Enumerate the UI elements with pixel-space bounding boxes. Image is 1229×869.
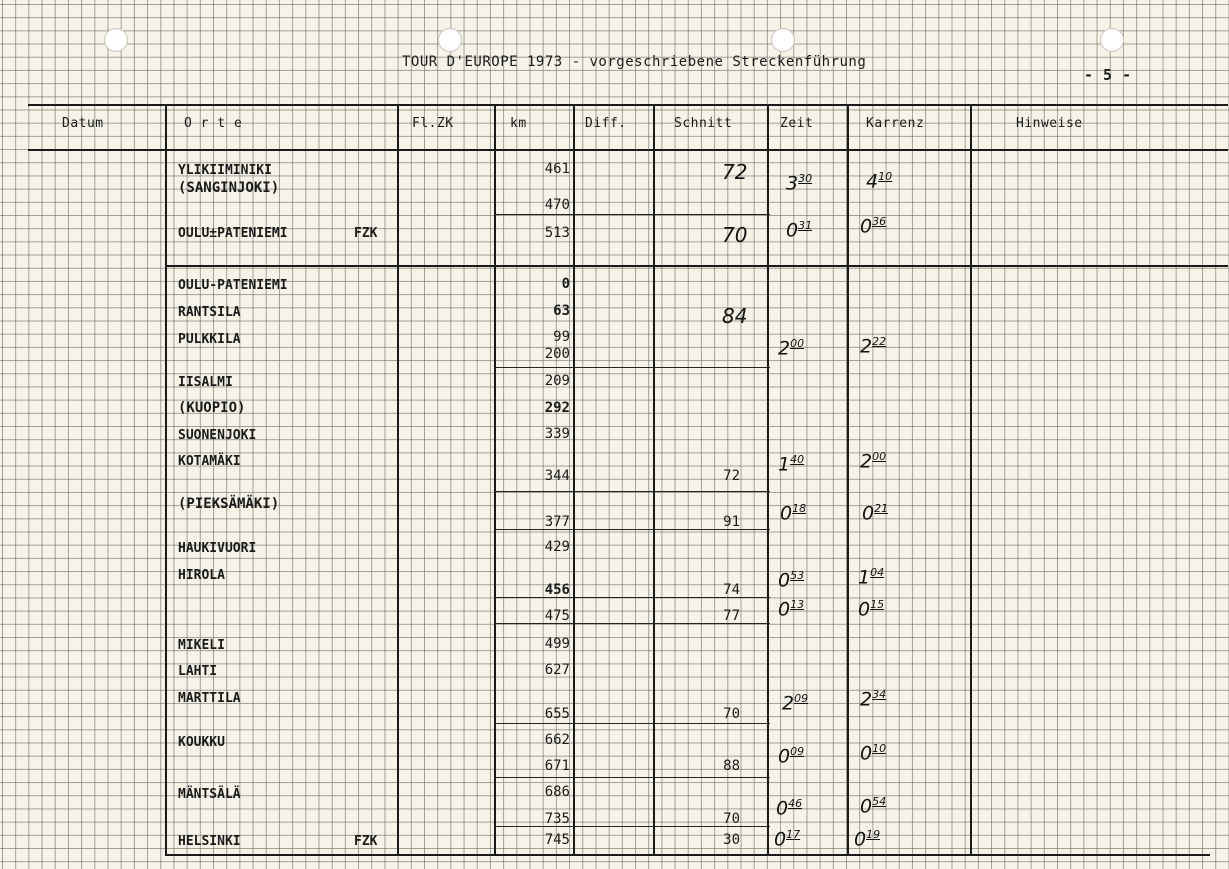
- km-value: 745: [544, 832, 570, 848]
- place-name: KOTAMÄKI: [178, 454, 241, 469]
- table-bottom-rule: [165, 854, 1210, 856]
- col-header-karrenz: Karrenz: [866, 116, 925, 131]
- schnitt-value: 88: [723, 758, 740, 774]
- punch-hole: [438, 28, 462, 52]
- km-value: 475: [544, 608, 570, 624]
- column-rule: [847, 104, 849, 856]
- km-value: 344: [544, 468, 570, 484]
- zeit-value: $0^{46}$: [776, 797, 803, 820]
- km-value: 735: [544, 811, 570, 827]
- karrenz-value: $2^{00}$: [860, 450, 887, 473]
- km-value: 200: [544, 346, 570, 362]
- schnitt-value: 30: [723, 832, 740, 848]
- km-value: 499: [544, 636, 570, 652]
- col-header-schnitt: Schnitt: [674, 116, 733, 131]
- zeit-value: $2^{09}$: [782, 692, 809, 715]
- karrenz-value: $4^{10}$: [866, 170, 893, 193]
- km-value: 0: [561, 276, 570, 292]
- zeit-value: $2^{00}$: [778, 337, 805, 360]
- row-rule: [494, 491, 770, 492]
- header-top-rule: [28, 104, 1228, 106]
- row-rule: [494, 723, 770, 724]
- row-rule: [494, 214, 770, 215]
- zeit-value: $3^{30}$: [786, 172, 813, 195]
- km-value: 456: [544, 582, 570, 598]
- col-header-zeit: Zeit: [780, 116, 814, 131]
- page-title: TOUR D'EUROPE 1973 - vorgeschriebene Streckenführung: [402, 54, 867, 70]
- schnitt-value: 72: [722, 160, 748, 184]
- km-value: 99: [553, 329, 570, 345]
- schnitt-value: 77: [723, 608, 740, 624]
- place-name: RANTSILA: [178, 305, 241, 320]
- row-rule: [494, 777, 770, 778]
- col-header-flzk: Fl.ZK: [412, 116, 454, 131]
- karrenz-value: $0^{54}$: [860, 795, 887, 818]
- karrenz-value: $0^{21}$: [862, 502, 889, 525]
- col-header-km: km: [510, 116, 527, 131]
- place-name: PULKKILA: [178, 332, 241, 347]
- punch-hole: [1100, 28, 1124, 52]
- punch-hole: [771, 28, 795, 52]
- km-value: 513: [544, 225, 570, 241]
- karrenz-value: $1^{04}$: [858, 566, 885, 589]
- place-name: OULU-PATENIEMI: [178, 278, 288, 293]
- zeit-value: $0^{13}$: [778, 598, 805, 621]
- karrenz-value: $0^{15}$: [858, 598, 885, 621]
- place-name: (KUOPIO): [178, 400, 246, 416]
- page-number: - 5 -: [1084, 66, 1132, 84]
- section-divider: [165, 265, 1228, 267]
- schnitt-value: 84: [722, 304, 748, 328]
- karrenz-value: $2^{22}$: [860, 335, 887, 358]
- km-value: 292: [544, 400, 570, 416]
- km-value: 461: [544, 161, 570, 177]
- km-value: 429: [544, 539, 570, 555]
- karrenz-value: $0^{19}$: [854, 828, 881, 851]
- km-value: 655: [544, 706, 570, 722]
- col-header-diff: Diff.: [585, 116, 627, 131]
- place-name: YLIKIIMINIKI: [178, 163, 272, 178]
- zeit-value: $1^{40}$: [778, 453, 805, 476]
- place-name: HIROLA: [178, 568, 225, 583]
- fzk-mark: FZK: [354, 226, 378, 241]
- place-name: MARTTILA: [178, 691, 241, 706]
- km-value: 671: [544, 758, 570, 774]
- karrenz-value: $0^{10}$: [860, 742, 887, 765]
- place-name: KOUKKU: [178, 735, 225, 750]
- zeit-value: $0^{17}$: [774, 828, 801, 851]
- place-name: MIKELI: [178, 638, 225, 653]
- col-header-datum: Datum: [62, 116, 104, 131]
- place-name: HELSINKI: [178, 834, 241, 849]
- zeit-value: $0^{31}$: [786, 219, 813, 242]
- km-value: 63: [553, 303, 570, 319]
- column-rule: [494, 104, 496, 856]
- km-value: 470: [544, 197, 570, 213]
- place-name: LAHTI: [178, 664, 218, 679]
- karrenz-value: $2^{34}$: [860, 688, 887, 711]
- column-rule: [573, 104, 575, 856]
- schnitt-value: 74: [723, 582, 740, 598]
- schnitt-value: 70: [722, 223, 748, 247]
- zeit-value: $0^{53}$: [778, 569, 805, 592]
- column-rule: [397, 104, 399, 856]
- column-rule: [767, 104, 769, 856]
- schnitt-value: 72: [723, 468, 740, 484]
- zeit-value: $0^{18}$: [780, 502, 807, 525]
- column-rule: [970, 104, 972, 856]
- place-name: SUONENJOKI: [178, 428, 257, 443]
- column-rule: [165, 104, 167, 856]
- schnitt-value: 91: [723, 514, 740, 530]
- km-value: 209: [544, 373, 570, 389]
- col-header-orte: O r t e: [184, 116, 243, 131]
- schnitt-value: 70: [723, 706, 740, 722]
- km-value: 377: [544, 514, 570, 530]
- km-value: 339: [544, 426, 570, 442]
- km-value: 627: [544, 662, 570, 678]
- place-name: (SANGINJOKI): [178, 180, 280, 196]
- karrenz-value: $0^{36}$: [860, 215, 887, 238]
- row-rule: [494, 367, 770, 368]
- header-bottom-rule: [28, 149, 1228, 151]
- place-name: HAUKIVUORI: [178, 541, 257, 556]
- fzk-mark: FZK: [354, 834, 378, 849]
- km-value: 662: [544, 732, 570, 748]
- place-name: MÄNTSÄLÄ: [178, 787, 241, 802]
- column-rule: [653, 104, 655, 856]
- zeit-value: $0^{09}$: [778, 745, 805, 768]
- place-name: (PIEKSÄMÄKI): [178, 496, 280, 512]
- schnitt-value: 70: [723, 811, 740, 827]
- km-value: 686: [544, 784, 570, 800]
- punch-hole: [104, 28, 128, 52]
- col-header-hinweise: Hinweise: [1016, 116, 1083, 131]
- place-name: OULU±PATENIEMI: [178, 226, 288, 241]
- place-name: IISALMI: [178, 375, 233, 390]
